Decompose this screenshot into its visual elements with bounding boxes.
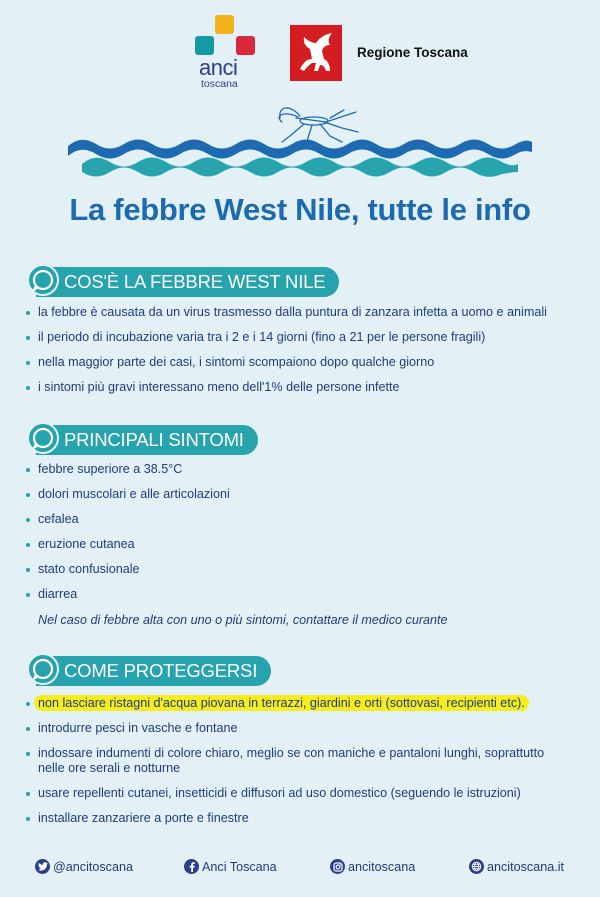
facebook-name: Anci Toscana bbox=[202, 859, 277, 874]
globe-icon bbox=[469, 859, 484, 874]
website-url: ancitoscana.it bbox=[487, 859, 565, 874]
anci-logo-sub: toscana bbox=[201, 78, 238, 90]
highlighted-text: non lasciare ristagni d'acqua piovana in terrazzi, giardini e orti (sottovasi, recipienti etc). bbox=[34, 695, 529, 711]
list-item: dolori muscolari e alle articolazioni bbox=[26, 487, 230, 502]
speech-bubble-icon bbox=[26, 652, 60, 689]
anci-logo-name: anci bbox=[199, 55, 238, 80]
facebook-link[interactable] bbox=[184, 859, 277, 874]
list-item: diarrea bbox=[26, 587, 230, 602]
list-item: indossare indumenti di colore chiaro, meglio se con maniche e pantaloni lunghi, soprattutto bbox=[26, 746, 544, 761]
speech-bubble-icon bbox=[26, 421, 60, 458]
twitter-link[interactable] bbox=[35, 859, 133, 874]
waves-lower-icon bbox=[82, 158, 518, 177]
section-list-proteggersi bbox=[26, 696, 544, 826]
list-item: i sintomi più gravi interessano meno dell'1% delle persone infette bbox=[26, 380, 547, 395]
list-item-continuation: nelle ore serali e notturne bbox=[38, 761, 181, 775]
speech-bubble-icon bbox=[26, 263, 60, 300]
anci-toscana-logo bbox=[193, 15, 263, 90]
list-item: usare repellenti cutanei, insetticidi e diffusori ad uso domestico (seguendo le istruzioni) bbox=[26, 786, 544, 801]
mosquito-waves-illustration bbox=[68, 106, 532, 178]
doctor-note: Nel caso di febbre alta con uno o più sintomi, contattare il medico curante bbox=[38, 613, 448, 627]
twitter-handle: @ancitoscana bbox=[53, 859, 133, 874]
list-item: installare zanzariere a porte e finestre bbox=[26, 811, 544, 826]
website-link[interactable] bbox=[469, 859, 564, 874]
instagram-handle: ancitoscana bbox=[348, 859, 416, 874]
pegasus-emblem-icon bbox=[290, 25, 342, 81]
logos-area bbox=[0, 15, 600, 90]
footer-social bbox=[0, 859, 600, 879]
section-heading-label: COME PROTEGGERSI bbox=[36, 656, 271, 686]
list-item: il periodo di incubazione varia tra i 2 e i 14 giorni (fino a 21 per le persone fragili) bbox=[26, 330, 547, 345]
page-title: La febbre West Nile, tutte le info bbox=[69, 192, 531, 227]
instagram-icon bbox=[330, 859, 345, 874]
list-item-highlighted bbox=[26, 696, 544, 711]
section-heading-label: PRINCIPALI SINTOMI bbox=[36, 425, 258, 455]
list-item: stato confusionale bbox=[26, 562, 230, 577]
list-item: nella maggior parte dei casi, i sintomi scompaiono dopo qualche giorno bbox=[26, 355, 547, 370]
regione-toscana-name: Regione Toscana bbox=[357, 45, 468, 60]
list-item: introdurre pesci in vasche e fontane bbox=[26, 721, 544, 736]
list-item: febbre superiore a 38.5°C bbox=[26, 462, 230, 477]
waves-icon bbox=[68, 140, 532, 159]
list-item: la febbre è causata da un virus trasmesso dalla puntura di zanzara infetta a uomo e animali bbox=[26, 305, 547, 320]
facebook-icon bbox=[184, 859, 199, 874]
section-list-sintomi bbox=[26, 462, 230, 602]
section-heading-label: COS'È LA FEBBRE WEST NILE bbox=[36, 267, 339, 297]
twitter-icon bbox=[35, 859, 50, 874]
section-list-cos-e bbox=[26, 305, 547, 395]
mosquito-icon bbox=[279, 108, 358, 146]
list-item: eruzione cutanea bbox=[26, 537, 230, 552]
instagram-link[interactable] bbox=[330, 859, 415, 874]
list-item: cefalea bbox=[26, 512, 230, 527]
